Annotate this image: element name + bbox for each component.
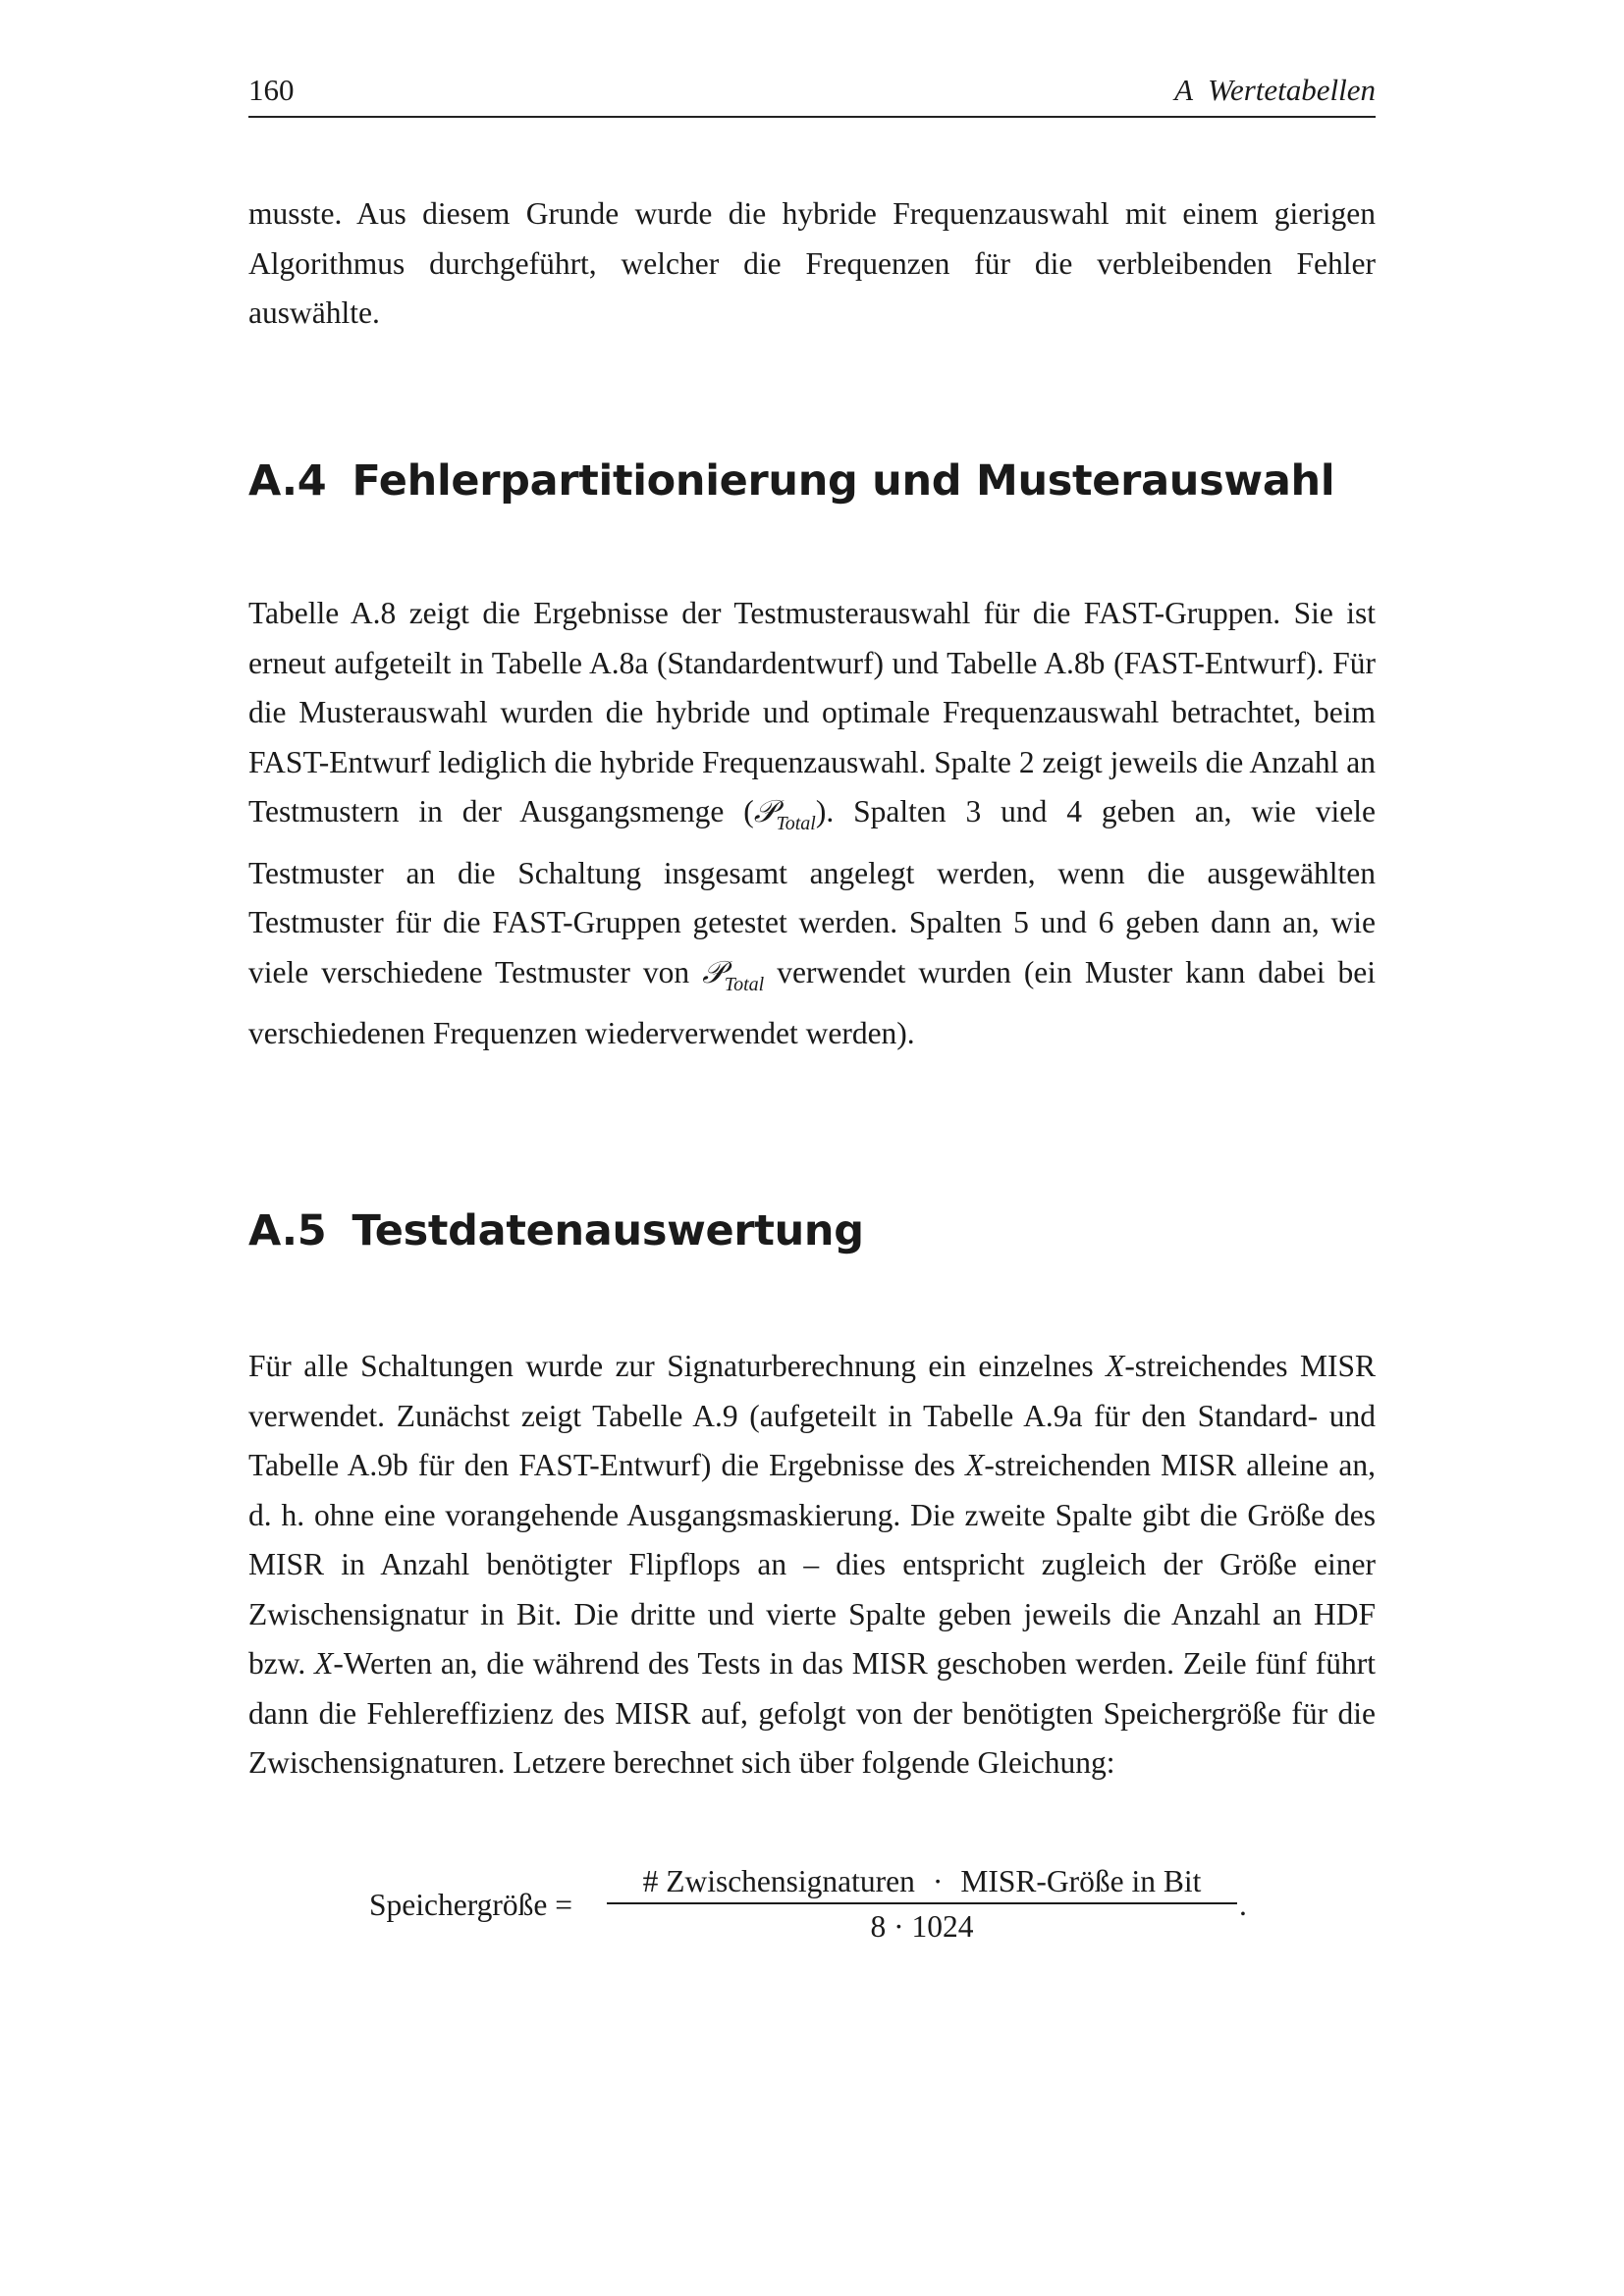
section-heading-a5 [248, 1203, 864, 1258]
equation-lhs: Speichergröße = [369, 1888, 572, 1922]
multiplication-operator: · [932, 1864, 944, 1898]
paragraph-text: ). Spalten 3 und 4 geben an, wie viele Testmuster an die Schaltung insgesamt angelegt werden, wenn die ausgewählten Testmuster für die FAST-Gruppen getestet werden. Spalten 5 und 6 geben dann an, wie viele verschiedene Testmuster von [248, 794, 1376, 989]
equation-numerator [607, 1861, 1237, 1902]
subscript-total: Total [776, 813, 816, 834]
paragraph-text: -streichendes MISR verwendet. Zunächst zeigt Tabelle A.9 (aufgeteilt in Tabelle A.9a für den Standard- und Tabelle A.9b für den FAST-Entwurf) die Ergebnisse des [248, 1349, 1376, 1482]
page-number: 160 [248, 73, 295, 107]
paragraph-text: Für alle Schaltungen wurde zur Signaturberechnung ein einzelnes [248, 1349, 1107, 1383]
running-header [248, 73, 1376, 118]
numerator-right: MISR-Größe in Bit [960, 1864, 1202, 1898]
paragraph-continuation [248, 189, 1376, 339]
math-variable-x: X [1106, 1349, 1125, 1383]
paragraph-test-data-evaluation [248, 1342, 1376, 1789]
equation-period: . [1239, 1888, 1247, 1922]
subscript-total: Total [724, 973, 765, 995]
paragraph-text: verwendet wurden (ein Muster kann dabei bei verschiedenen Frequenzen wiederverwendet werden). [248, 954, 1376, 1050]
chapter-title: A Wertetabellen [1174, 73, 1376, 107]
equation-fraction [607, 1861, 1237, 1948]
math-variable-x: X [965, 1448, 985, 1482]
section-title: Fehlerpartitionierung und Musterauswahl [352, 456, 1335, 506]
math-variable-x: X [314, 1646, 334, 1681]
section-heading-a4 [248, 454, 1334, 508]
script-p-symbol: 𝒫 [753, 794, 777, 829]
memory-size-equation [248, 1861, 1376, 1949]
paragraph-text: Tabelle A.8 zeigt die Ergebnisse der Testmusterauswahl für die FAST-Gruppen. Sie ist erneut aufgeteilt in Tabelle A.8a (Standardentwurf) und Tabelle A.8b (FAST-Entwurf). Für die Musterauswahl wurden die hybride und optimale Frequenzauswahl betrachtet, beim FAST-Entwurf lediglich die hybride Frequenzauswahl. Spalte 2 zeigt jeweils die Anzahl an Testmustern in der Ausgangsmenge ( [248, 596, 1376, 828]
paragraph-pattern-selection [248, 589, 1376, 1059]
numerator-left: # Zwischensignaturen [642, 1864, 915, 1898]
section-title: Testdatenauswertung [352, 1206, 864, 1255]
paragraph-text: musste. Aus diesem Grunde wurde die hybride Frequenzauswahl mit einem gierigen Algorithmus durchgeführt, welcher die Frequenzen für die verbleibenden Fehler auswählte. [248, 196, 1376, 330]
paragraph-text: -streichenden MISR alleine an, d. h. ohne eine vorangehende Ausgangsmaskierung. Die zweite Spalte gibt die Größe des MISR in Anzahl benötigter Flipflops an – dies entspricht zugleich der Größe einer Zwischensignatur in Bit. Die dritte und vierte Spalte geben jeweils die Anzahl an HDF bzw. [248, 1448, 1376, 1681]
equation-denominator: 8 · 1024 [870, 1909, 974, 1944]
paragraph-text: -Werten an, die während des Tests in das MISR geschoben werden. Zeile fünf führt dann die Fehlereffizienz des MISR auf, gefolgt von der benötigten Speichergröße für die Zwischensignaturen. Letzere berechnet sich über folgende Gleichung: [248, 1646, 1376, 1780]
section-number: A.5 [248, 1206, 327, 1255]
script-p-symbol: 𝒫 [702, 954, 725, 990]
section-number: A.4 [248, 456, 327, 506]
